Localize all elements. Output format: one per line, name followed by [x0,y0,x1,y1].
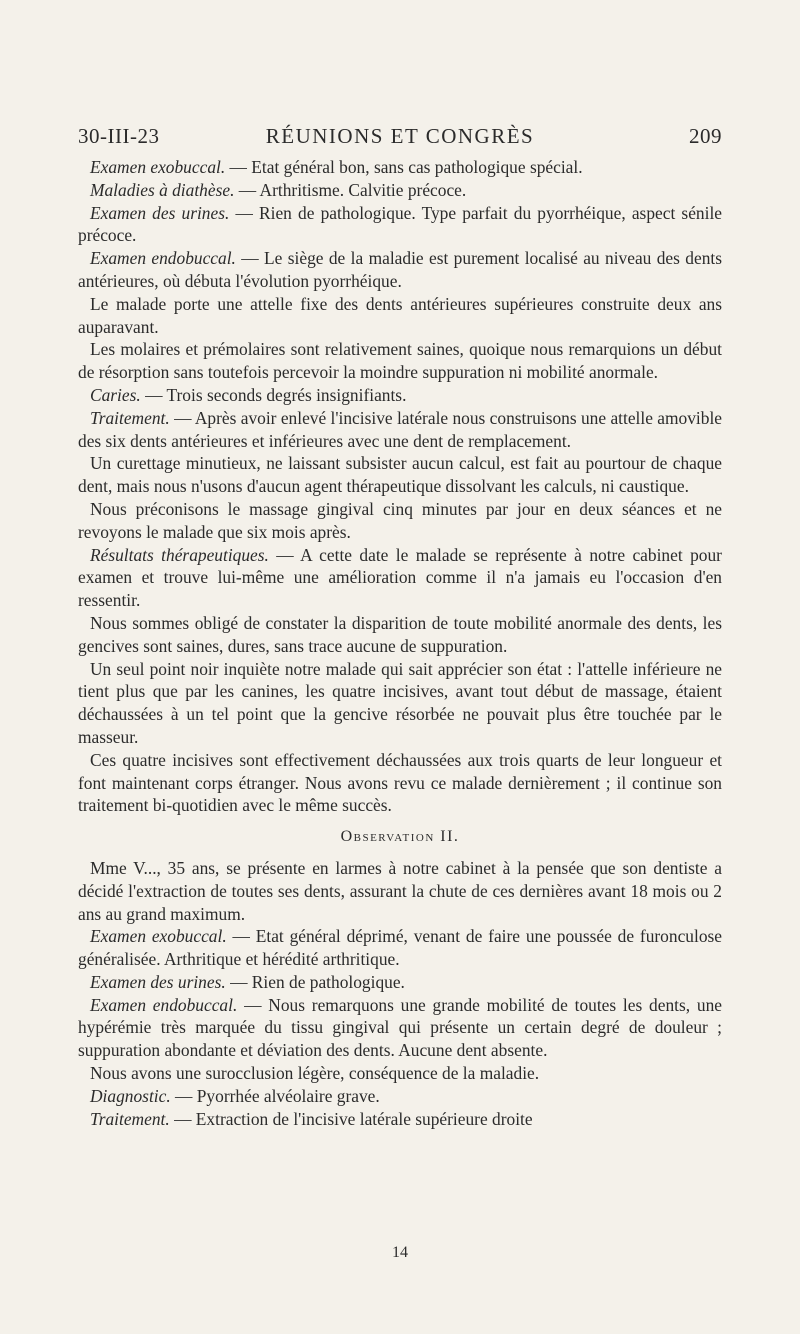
paragraph [78,384,722,407]
paragraph-label: Traitement. [90,1108,170,1129]
paragraph [78,1108,722,1131]
paragraph-label: Traitement. [90,407,170,428]
paragraph-text: — Nous remarquons une grande mobilité de toutes les dents, une hypérémie très marquée du tissu gingival qui présente un certain degré de douleur ; suppuration abondante et déviation des dents. Aucune dent absente. [78,994,722,1061]
paragraph [78,971,722,994]
observation-1-section [78,156,722,817]
paragraph-label: Examen exobuccal. [90,926,227,947]
paragraph-text: — Etat général déprimé, venant de faire une poussée de furonculose généralisée. Arthritique et hérédité arthritique. [78,926,723,970]
paragraph-label: Diagnostic. [90,1085,171,1106]
paragraph-label: Résultats thérapeutiques. [90,544,269,565]
header-date: 30-III-23 [78,124,160,148]
observation-heading: Observation II. [340,828,460,846]
observation-2-section [78,857,722,1131]
paragraph [78,156,722,179]
paragraph [78,1085,722,1108]
paragraph [78,857,722,925]
paragraph-text: Un curettage minutieux, ne laissant subsister aucun calcul, est fait au pourtour de chaque dent, mais nous n'usons d'aucun agent thérapeutique dissolvant les calculs, ni caustique. [78,453,722,497]
paragraph-text: Un seul point noir inquiète notre malade qui sait apprécier son état : l'attelle inférieure ne tient plus que par les canines, les quatre incisives, avant tout début de massage, étaient déchaussées à un tel point que la gencive résorbée ne pouvait plus être touchée par le masseur. [78,658,722,747]
paragraph [78,293,722,339]
paragraph [78,202,722,248]
paragraph [78,338,722,384]
paragraph-label: Maladies à diathèse. [90,179,235,200]
paragraph [78,658,722,749]
paragraph [78,994,722,1062]
paragraph [78,544,722,612]
paragraph-text: — Rien de pathologique. [225,971,405,992]
paragraph-label: Examen des urines. [90,971,226,992]
paragraph [78,612,722,658]
paragraph [78,925,722,971]
paragraph [78,407,722,453]
paragraph-text: Les molaires et prémolaires sont relativement saines, quoique nous remarquions un début de résorption sans toutefois percevoir la moindre suppuration ni mobilité anormale. [78,339,722,383]
paragraph-text: Nous préconisons le massage gingival cinq minutes par jour en deux séances et ne revoyons le malade que six mois après. [78,498,722,542]
page-body [78,156,722,1130]
paragraph-text: — Etat général bon, sans cas pathologique spécial. [225,157,583,177]
header-title: RÉUNIONS ET CONGRÈS [265,124,535,148]
paragraph-text: — Pyorrhée alvéolaire grave. [170,1085,380,1106]
paragraph-text: Le malade porte une attelle fixe des dents antérieures supérieures construite deux ans auparavant. [78,293,722,337]
paragraph [78,179,722,202]
paragraph-label: Examen des urines. [90,202,230,223]
paragraph-label: Examen endobuccal. [90,994,238,1015]
paragraph [78,749,722,817]
paragraph-text: — Extraction de l'incisive latérale supérieure droite [169,1108,533,1129]
paragraph-text: Ces quatre incisives sont effectivement déchaussées aux trois quarts de leur longueur et font maintenant corps étranger. Nous avons revu ce malade dernièrement ; il continue son traitement bi-quotidien avec le même succès. [78,749,722,816]
paragraph [78,247,722,293]
paragraph-text: Mme V..., 35 ans, se présente en larmes à notre cabinet à la pensée que son dentiste a décidé l'extraction de toutes ses dents, assurant la chute de ces dernières avant 18 mois ou 2 ans au grand maximum. [78,857,722,924]
paragraph [78,498,722,544]
paragraph-label: Caries. [90,384,141,405]
paragraph-text: — Rien de pathologique. Type parfait du pyorrhéique, aspect sénile précoce. [78,202,722,246]
paragraph-label: Examen endobuccal. [90,248,236,269]
paragraph [78,1062,722,1085]
paragraph-text: — Trois seconds degrés insignifiants. [140,384,407,405]
paragraph-label: Examen exobuccal. [90,157,226,177]
paragraph-text: — A cette date le malade se représente à notre cabinet pour examen et trouve lui-même une amélioration comme il n'a jamais eu l'occasion d'en ressentir. [78,544,722,611]
paragraph-text: — Après avoir enlevé l'incisive latérale nous construisons une attelle amovible des six dents antérieures et inférieures avec une dent de remplacement. [78,407,722,451]
paragraph [78,452,722,498]
paragraph-text: Nous avons une surocclusion légère, conséquence de la maladie. [90,1063,540,1084]
page-number: 209 [689,124,722,148]
running-header [78,124,722,154]
paragraph-text: Nous sommes obligé de constater la disparition de toute mobilité anormale des dents, les gencives sont saines, dures, sans trace aucune de suppuration. [78,612,722,656]
signature-mark: 14 [392,1244,408,1261]
paragraph-text: — Arthritisme. Calvitie précoce. [234,179,467,200]
paragraph-text: — Le siège de la maladie est purement localisé au niveau des dents antérieures, où débuta l'évolution pyorrhéique. [78,248,722,291]
